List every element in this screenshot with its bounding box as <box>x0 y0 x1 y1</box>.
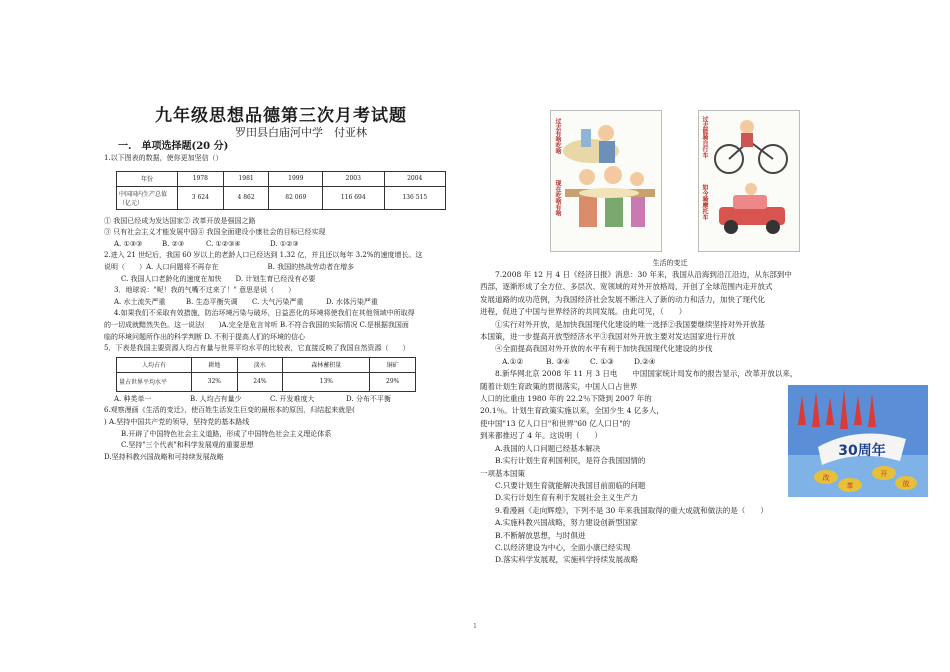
option: B. 生态平衡失调 <box>186 297 238 306</box>
q7-line: 发展道路的成功范例，为我国经济社会发展不断注入了新的动力和活力，加快了现代化 <box>480 294 765 304</box>
q8-line: 到来都推迟了 4 年。这说明（ ） <box>480 431 603 441</box>
q3-stem: 3．地球说："呢！我的气嘴不过来了！" 意思是说（ ） <box>114 286 296 295</box>
option: A. 种类单一 <box>114 394 152 403</box>
q5-stem: 5．下表是我国主要资源人均占有量与世界平均水平的比较表，它直接反映了我国自然资源（ ） <box>104 344 410 353</box>
q2-line: C. 我国人口老龄化的速度在加快 D. 计划生育已经没有必要 <box>114 274 316 283</box>
q5-options <box>104 394 468 406</box>
table-cell: 116 694 <box>323 186 384 209</box>
q8-line: 8.新华网北京 2008 年 11 月 3 日电 中国国家统计局发布的报告显示，改革开放以来， <box>480 369 798 379</box>
table-cell: 82 069 <box>269 186 323 209</box>
table-cell: 年份 <box>117 171 178 186</box>
q4-line: 临的环境问题所作出的科学判断 D. 不利于提高人们的环境的信心 <box>104 332 306 341</box>
q6-line: ) A.坚持中国共产党的领导，坚持党的基本路线 <box>104 417 250 426</box>
cartoon-panel-transport <box>698 110 800 252</box>
option: B. 人均占有量少 <box>190 394 242 403</box>
option: A.①② <box>502 356 524 366</box>
q2-line: 说明（ ）A. 人口问题将不再存在 B. 我国的热战劳动者在增多 <box>104 262 355 271</box>
option: D. 分布不平衡 <box>346 394 391 403</box>
poster-footprint-text: 放 <box>902 480 910 488</box>
q8-line: 20.1％。计划生育政策实施以来，全国少生 4 亿多人， <box>480 406 664 416</box>
q8-line: 一项基本国策 <box>480 468 525 478</box>
option: C. ①③ <box>590 356 614 366</box>
table-cell: 淡水 <box>237 357 283 372</box>
table-cell: 1999 <box>269 171 323 186</box>
q1-gdp-table <box>116 171 446 210</box>
q9-line: 9.看漫画《走向辉煌》，下列不是 30 年来我国取得的重大成就和做法的是（ ） <box>480 505 768 515</box>
option: C. 开发难度大 <box>270 394 315 403</box>
cartoon-caption: 过去有啥吃啥 <box>554 118 561 154</box>
option: C. 大气污染严重 <box>252 297 304 306</box>
table-cell: 2003 <box>323 171 384 186</box>
table-cell: 24% <box>237 372 283 391</box>
q6-line: 6.观察漫画《生活的变迁》，使百姓生活发生巨变的最根本的原因，归结起来就是( <box>104 406 355 415</box>
q7-line: 进程，促进了中国与世界经济的共同发展。由此可见，（ ） <box>480 307 687 317</box>
poster-footprint-text: 开 <box>880 470 888 478</box>
table-cell: 3 624 <box>178 186 224 209</box>
q4-line: 的一切成就黯然失色。这一说法( )A.完全是危言耸听 B.不符合我国的实际情况 C.是根据我国面 <box>104 320 409 329</box>
table-row <box>117 186 446 209</box>
cartoon-caption: 如今骑摩托车 <box>701 184 708 220</box>
q3-options <box>104 297 468 309</box>
q1-options <box>104 239 468 251</box>
table-row-label: 量占世界平均水平 <box>117 372 192 391</box>
q1-statement: ① 我国已经成为发达国家② 改革开放是强国之路 <box>104 216 256 225</box>
q7-options <box>480 356 860 368</box>
table-cell: 4 862 <box>223 186 269 209</box>
cartoon-caption: 现在吃啥有啥 <box>554 180 561 216</box>
page-title: 九年级思想品德第三次月考试题 <box>155 106 407 126</box>
q9-line: B.不断解放思想，与时俱进 <box>480 530 586 540</box>
page-subtitle: 罗田县白庙河中学 付亚林 <box>235 126 367 139</box>
table-row-label: 中国国内生产总值（亿元） <box>117 186 178 209</box>
option: D.②④ <box>634 356 656 366</box>
q8-line: 使中国"13 亿人口日"和世界"60 亿人口日"的 <box>480 418 631 428</box>
left-column <box>104 100 468 463</box>
table-cell: 29% <box>370 372 416 391</box>
poster-30th-anniversary <box>788 385 928 497</box>
table-cell: 森林蓄积量 <box>283 357 370 372</box>
q4-line: 4.如果我们不采取有效措施，防治环境污染与破坏，日益恶化的环境将使我们在其他领域中所取得 <box>114 309 415 318</box>
option: D. ①②③ <box>270 239 299 248</box>
q6-line: C.坚持"三个代表"和科学发展观的重要思想 <box>114 441 254 450</box>
q6-line: D.坚持科教兴国战略和可持续发展战略 <box>104 452 224 461</box>
table-cell: 13% <box>283 372 370 391</box>
q8-line: D.实行计划生育有利于发展社会主义生产力 <box>480 493 639 503</box>
table-cell: 2004 <box>384 171 445 186</box>
cartoon-title: 生活的变迁 <box>652 259 688 267</box>
table-row <box>117 357 416 372</box>
q7-line: ④全面提高我国对外开放的水平有利于加快我国现代化建设的步伐 <box>480 344 713 354</box>
option: C. ①②③④ <box>206 239 241 248</box>
table-cell: 1978 <box>178 171 224 186</box>
q8-line: B.实行计划生育利国利民，是符合我国国情的 <box>480 456 646 466</box>
q7-line: 7.2008 年 12 月 4 日《经济日报》消息：30 年来，我国从沿海到沿江沿边，从东部到中 <box>480 270 792 279</box>
q8-line: 人口的比重由 1980 年的 22.2％下降到 2007 年的 <box>480 394 652 404</box>
q6-line: B.开辟了中国特色社会主义道路，形成了中国特色社会主义理论体系 <box>114 429 332 438</box>
option: B. ③④ <box>546 356 570 366</box>
q9-line: D.落实科学发展观，实施科学持续发展战略 <box>480 555 639 565</box>
option: D. 水体污染严重 <box>326 297 378 306</box>
q9-line: A.实施科教兴国战略，努力建设创新型国家 <box>480 518 638 528</box>
table-cell: 人均占有 <box>117 357 192 372</box>
q1-stem: 1.以下图表的数据，使你更加坚信（） <box>104 154 223 162</box>
q8-line: C.只要计划生育就能解决我国目前面临的问题 <box>480 480 646 490</box>
page-number: 1 <box>473 623 477 630</box>
poster-label: 30周年 <box>838 443 886 459</box>
table-cell: 136 515 <box>384 186 445 209</box>
table-row <box>117 171 446 186</box>
poster-footprint-text: 革 <box>846 482 854 490</box>
cartoon-caption: 过去能骑自行车 <box>701 116 708 158</box>
poster-footprint-text: 改 <box>822 474 830 482</box>
q8-line: 随着计划生育政策的贯彻落实，中国人口占世界 <box>480 381 638 391</box>
table-cell: 1981 <box>223 171 269 186</box>
q7-line: ①实行对外开放，是加快我国现代化建设的唯一选择②我国要继续坚持对外开放基 <box>480 319 765 329</box>
q7-line: 本国策，进一步提高开放型经济水平③我国对外开放主要对发达国家进行开放 <box>480 332 735 342</box>
option: A. ①③③ <box>114 239 143 248</box>
q7-line: 西部，逐渐形成了全方位、多层次、宽领域的对外开放格局，开创了全球范围内走开放式 <box>480 282 773 292</box>
table-row <box>117 372 416 391</box>
cartoon-life-changes <box>480 100 860 255</box>
table-cell: 耕地 <box>192 357 238 372</box>
q9-line: C.以经济建设为中心，全面小康已经实现 <box>480 542 631 552</box>
cartoon-panel-food <box>550 110 662 252</box>
q8-line: A.我国的人口问题已经基本解决 <box>480 443 601 453</box>
q5-resource-table <box>116 357 416 392</box>
table-cell: 铜矿 <box>370 357 416 372</box>
table-cell: 32% <box>192 372 238 391</box>
option: B. ②③ <box>162 239 185 248</box>
q2-line: 2.进入 21 世纪后，我国 60 岁以上的老龄人口已经达到 1.32 亿，并且还以每年 3.2%的速度增长。这 <box>104 251 423 260</box>
section-heading: 一. 单项选择题(20 分) <box>118 141 229 152</box>
option: A. 水土流失严重 <box>114 297 166 306</box>
q1-statement: ③ 只有社会主义才能发展中国④ 我国全面建设小康社会的目标已经实现 <box>104 228 326 237</box>
